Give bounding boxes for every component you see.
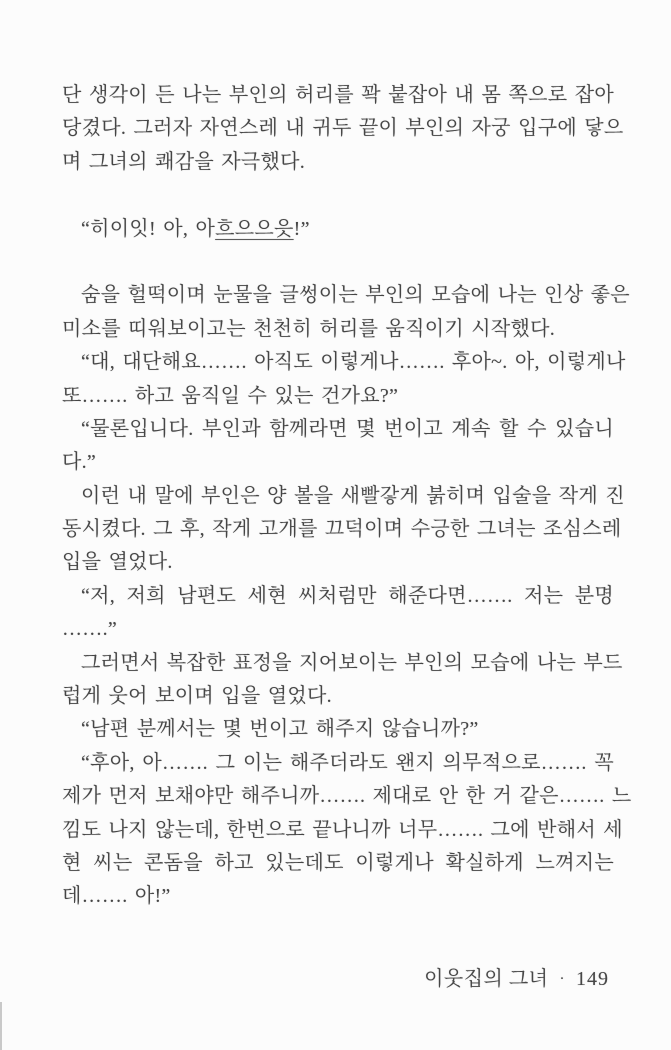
text-line: 다.” [62,451,97,474]
separator-dot: · [559,971,565,987]
text-line: 단 생각이 든 나는 부인의 허리를 꽉 붙잡아 내 몸 쪽으로 잡아 [62,84,614,106]
text-line: 숨을 헐떡이며 눈물을 글썽이는 부인의 모습에 나는 인상 좋은 [81,284,630,307]
scan-artifact [0,1002,2,1050]
text-line: “대, 대단해요……. 아직도 이렇게나……. 후아~. 아, 이렇게나 [81,351,626,374]
text-line: 럽게 웃어 보이며 입을 열었다. [62,685,332,708]
text-line: 입을 열었다. [62,551,173,574]
text-line: 데……. 아!” [62,885,171,908]
text-line: 당겼다. 그러자 자연스레 내 귀두 끝이 부인의 자궁 입구에 닿으 [62,117,624,140]
dialogue-line [62,213,614,246]
text-line: 그러면서 복잡한 표정을 지어보이는 부인의 모습에 나는 부드 [81,651,623,674]
text-line: 또……. 하고 움직일 수 있는 건가요?” [62,384,399,407]
text-line: 미소를 띠워보이고는 천천히 허리를 움직이기 시작했다. [62,317,556,340]
body-text [62,79,632,914]
text-line: 현 씨는 콘돔을 하고 있는데도 이렇게나 확실하게 느껴지는 [62,851,614,874]
text-line: “후아, 아……. 그 이는 해주더라도 왠지 의무적으로……. 꼭 [81,751,614,774]
text-line: “남편 분께서는 몇 번이고 해주지 않습니까?” [81,718,479,741]
text-line: …….” [62,618,118,641]
dialogue-text: !” [293,217,310,240]
blank-line [62,246,614,279]
text-line: 며 그녀의 쾌감을 자극했다. [62,150,306,173]
blank-line [62,179,614,212]
book-title: 이웃집의 그녀 [424,968,549,990]
dialogue-text: “히이잇! 아, 아 [81,217,216,240]
page-number: 149 [576,968,609,990]
text-line: 낌도 나지 않는데, 한번으로 끝나니까 너무……. 그에 반해서 세 [62,818,623,841]
page-footer [424,962,609,991]
text-line: 이런 내 말에 부인은 양 볼을 새빨갛게 붉히며 입술을 작게 진 [81,484,625,507]
text-line: 제가 먼저 보채야만 해주니까……. 제대로 안 한 거 같은……. 느 [62,785,632,808]
text-line: 동시켰다. 그 후, 작게 고개를 끄덕이며 수긍한 그녀는 조심스레 [62,518,622,541]
text-line: “저, 저희 남편도 세현 씨처럼만 해준다면……. 저는 분명 [81,584,614,607]
underlined-text: 흐으으읏 [215,217,294,240]
text-line: “물론입니다. 부인과 함께라면 몇 번이고 계속 할 수 있습니 [81,417,614,440]
